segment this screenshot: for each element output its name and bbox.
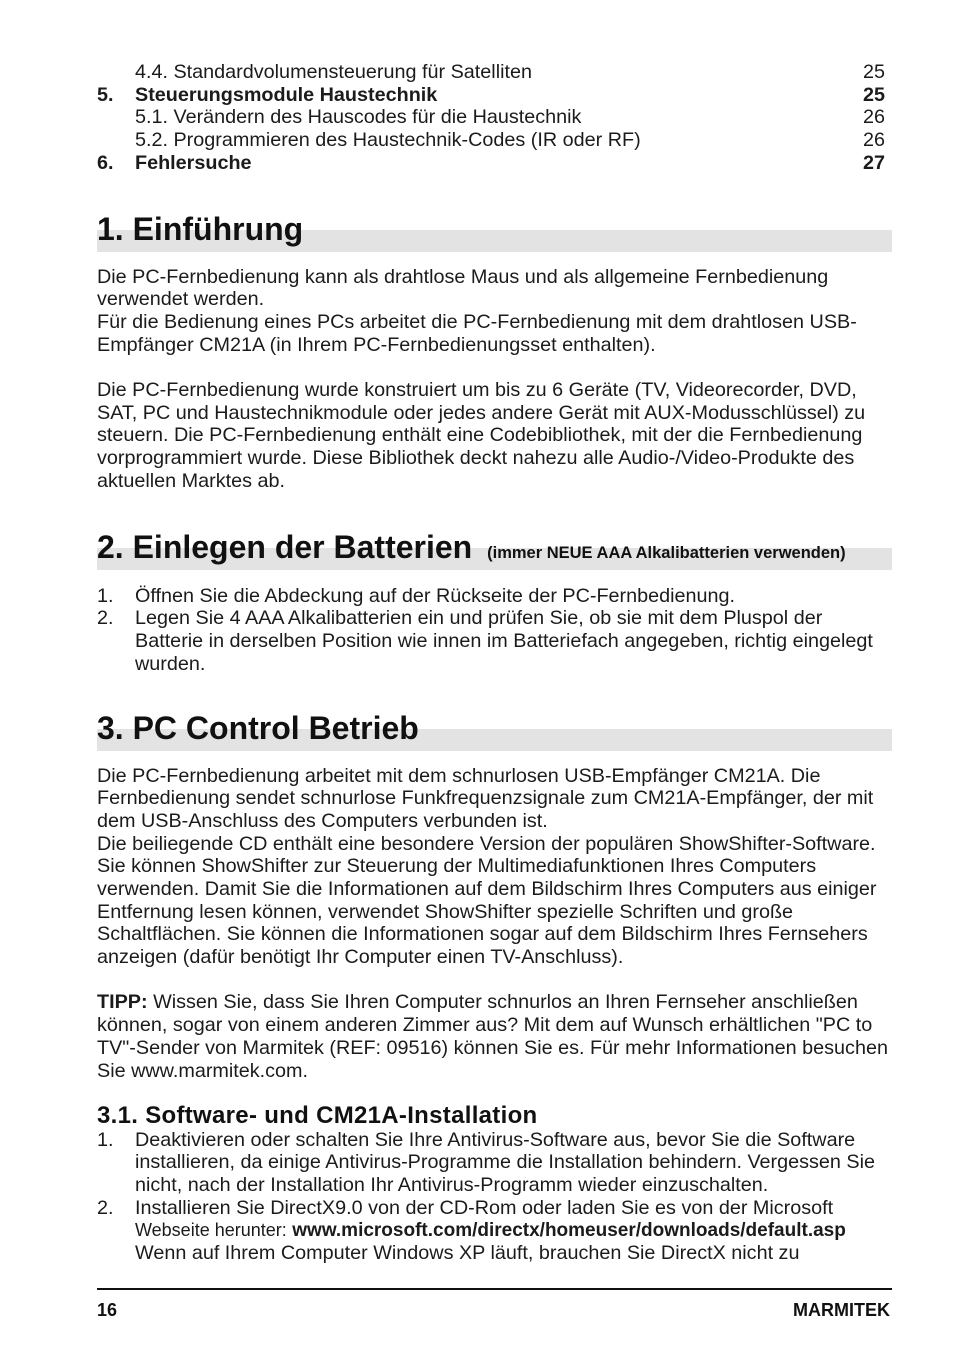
toc-entry-number: 5. bbox=[97, 83, 114, 106]
toc-entry-number bbox=[97, 106, 135, 129]
toc-entry-page: 26 bbox=[862, 106, 885, 129]
tip-label: TIPP: bbox=[97, 991, 148, 1014]
list-item-text: Installieren Sie DirectX9.0 von der CD-Rom oder laden Sie es von der Microsoft bbox=[135, 1196, 834, 1219]
section-heading bbox=[97, 211, 892, 253]
page-number: 16 bbox=[97, 1300, 118, 1320]
paragraph-line: Die PC-Fernbedienung kann als drahtlose Maus und als allgemeine Fernbedienung bbox=[97, 265, 829, 288]
paragraph-line: Sie können ShowShifter zur Steuerung der Multimediafunktionen Ihres Computers bbox=[97, 855, 817, 878]
footer-rule bbox=[97, 1288, 892, 1290]
section-body bbox=[97, 266, 892, 493]
list-item bbox=[97, 1129, 892, 1152]
list-item-text: wurden. bbox=[135, 652, 206, 675]
subsection-title: 3.1. Software- und CM21A-Installation bbox=[97, 1102, 538, 1129]
toc-entry-label: Steuerungsmodule Haustechnik bbox=[135, 83, 438, 106]
list-item-text: Legen Sie 4 AAA Alkalibatterien ein und prüfen Sie, ob sie mit dem Pluspol der bbox=[135, 607, 823, 630]
section-heading bbox=[97, 710, 892, 752]
paragraph-spacer bbox=[97, 969, 892, 992]
list-item-text bbox=[97, 1219, 892, 1242]
toc-entry-page: 26 bbox=[862, 129, 885, 152]
paragraph-line: Schaltflächen. Sie können die Informationen sogar auf dem Bildschirm Ihres Fernsehers bbox=[97, 923, 868, 946]
list-item bbox=[97, 607, 892, 630]
paragraph-line: aktuellen Marktes ab. bbox=[97, 469, 286, 492]
toc-entry-label: Fehlersuche bbox=[135, 151, 252, 174]
paragraph-line: Für die Bedienung eines PCs arbeitet die PC-Fernbedienung mit dem drahtlosen USB- bbox=[97, 310, 857, 333]
paragraph-line: Die PC-Fernbedienung arbeitet mit dem schnurlosen USB-Empfänger CM21A. Die bbox=[97, 764, 821, 787]
list-item-text: Öffnen Sie die Abdeckung auf der Rückseite der PC-Fernbedienung. bbox=[135, 584, 736, 607]
toc-entry bbox=[97, 152, 885, 175]
numbered-list bbox=[97, 585, 892, 676]
paragraph-line: verwenden. Damit Sie die Informationen auf dem Bildschirm Ihres Computers aus einiger bbox=[97, 878, 877, 901]
table-of-contents bbox=[97, 61, 892, 174]
paragraph-line: Die beiliegende CD enthält eine besondere Version der populären ShowShifter-Software. bbox=[97, 832, 876, 855]
section-heading bbox=[97, 529, 892, 571]
list-item bbox=[97, 585, 892, 608]
list-item-number: 1. bbox=[97, 584, 114, 607]
toc-entry-label: 5.1. Verändern des Hauscodes für die Haustechnik bbox=[135, 106, 582, 129]
section-title: 3. PC Control Betrieb bbox=[97, 710, 419, 746]
section-title-wrap bbox=[97, 529, 892, 571]
section-title-note: (immer NEUE AAA Alkalibatterien verwenden) bbox=[487, 544, 846, 562]
paragraph-line: Die PC-Fernbedienung wurde konstruiert um bis zu 6 Geräte (TV, Videorecorder, DVD, bbox=[97, 379, 857, 402]
section-title: 1. Einführung bbox=[97, 211, 304, 247]
toc-entry-label: 4.4. Standardvolumensteuerung für Satelliten bbox=[135, 61, 532, 83]
paragraph-spacer bbox=[97, 356, 892, 379]
tip-line: können, sogar von einem anderen Zimmer aus? Mit dem auf Wunsch erhältlichen "PC to bbox=[97, 1014, 873, 1037]
paragraph-line: Fernbedienung sendet schnurlose Funkfrequenzsignale zum CM21A-Empfänger, der mit bbox=[97, 787, 874, 810]
section-body bbox=[97, 765, 892, 1083]
directx-url: www.microsoft.com/directx/homeuser/downloads/default.asp bbox=[292, 1220, 846, 1242]
tip-line: Sie www.marmitek.com. bbox=[97, 1059, 309, 1082]
paragraph-line: anzeigen (dafür benötigt Ihr Computer einen TV-Anschluss). bbox=[97, 946, 624, 969]
paragraph-line: SAT, PC und Haustechnikmodule oder jedes andere Gerät mit AUX-Modusschlüssel) zu bbox=[97, 401, 866, 424]
toc-entry-number: 6. bbox=[97, 151, 114, 174]
list-item-text: Deaktivieren oder schalten Sie Ihre Antivirus-Software aus, bevor Sie die Software bbox=[135, 1128, 856, 1151]
toc-entry-page: 27 bbox=[862, 151, 885, 174]
toc-entry bbox=[97, 61, 885, 84]
toc-entry bbox=[97, 129, 885, 152]
brand-name: MARMITEK bbox=[793, 1300, 890, 1320]
paragraph-line: steuern. Die PC-Fernbedienung enthält eine Codebibliothek, mit der die Fernbedienung bbox=[97, 424, 863, 447]
list-item-text: installieren, da einige Antivirus-Programme die Installation behindern. Vergessen Sie bbox=[135, 1151, 876, 1174]
page-footer bbox=[97, 1300, 890, 1320]
section-title: 2. Einlegen der Batterien bbox=[97, 529, 473, 565]
toc-entry-page: 25 bbox=[862, 83, 885, 106]
toc-entry bbox=[97, 106, 885, 129]
web-label: Webseite herunter: bbox=[135, 1220, 287, 1241]
list-item-number: 2. bbox=[97, 607, 114, 630]
paragraph-line: dem USB-Anschluss des Computers verbunden ist. bbox=[97, 809, 548, 832]
toc-entry-number bbox=[97, 129, 135, 152]
list-item bbox=[97, 1197, 892, 1220]
toc-entry-number bbox=[97, 61, 135, 84]
paragraph-line: Entfernung lesen können, verwendet ShowShifter spezielle Schriften und große bbox=[97, 900, 794, 923]
list-item-text: nicht, nach der Installation Ihr Antivirus-Programm wieder einzuschalten. bbox=[135, 1173, 769, 1196]
list-item-text: Wenn auf Ihrem Computer Windows XP läuft, brauchen Sie DirectX nicht zu bbox=[135, 1242, 800, 1265]
toc-entry-page: 25 bbox=[862, 61, 885, 83]
paragraph-line: vorprogrammiert wurde. Diese Bibliothek deckt nahezu alle Audio-/Video-Produkte des bbox=[97, 447, 855, 470]
list-item-number: 2. bbox=[97, 1196, 114, 1219]
subsection-heading bbox=[97, 1104, 892, 1128]
paragraph-line: verwendet werden. bbox=[97, 288, 265, 311]
toc-entry bbox=[97, 84, 885, 107]
numbered-list bbox=[97, 1129, 892, 1265]
list-item-number: 1. bbox=[97, 1128, 114, 1151]
tip-text: Wissen Sie, dass Sie Ihren Computer schnurlos an Ihren Fernseher anschließen bbox=[153, 991, 858, 1014]
list-item-text: Batterie in derselben Position wie innen im Batteriefach angegeben, richtig eingelegt bbox=[135, 629, 873, 652]
toc-entry-label: 5.2. Programmieren des Haustechnik-Codes (IR oder RF) bbox=[135, 129, 641, 152]
tip-line bbox=[97, 991, 892, 1014]
tip-line: TV"-Sender von Marmitek (REF: 09516) können Sie es. Für mehr Informationen besuchen bbox=[97, 1036, 888, 1059]
paragraph-line: Empfänger CM21A (in Ihrem PC-Fernbedienungsset enthalten). bbox=[97, 333, 656, 356]
